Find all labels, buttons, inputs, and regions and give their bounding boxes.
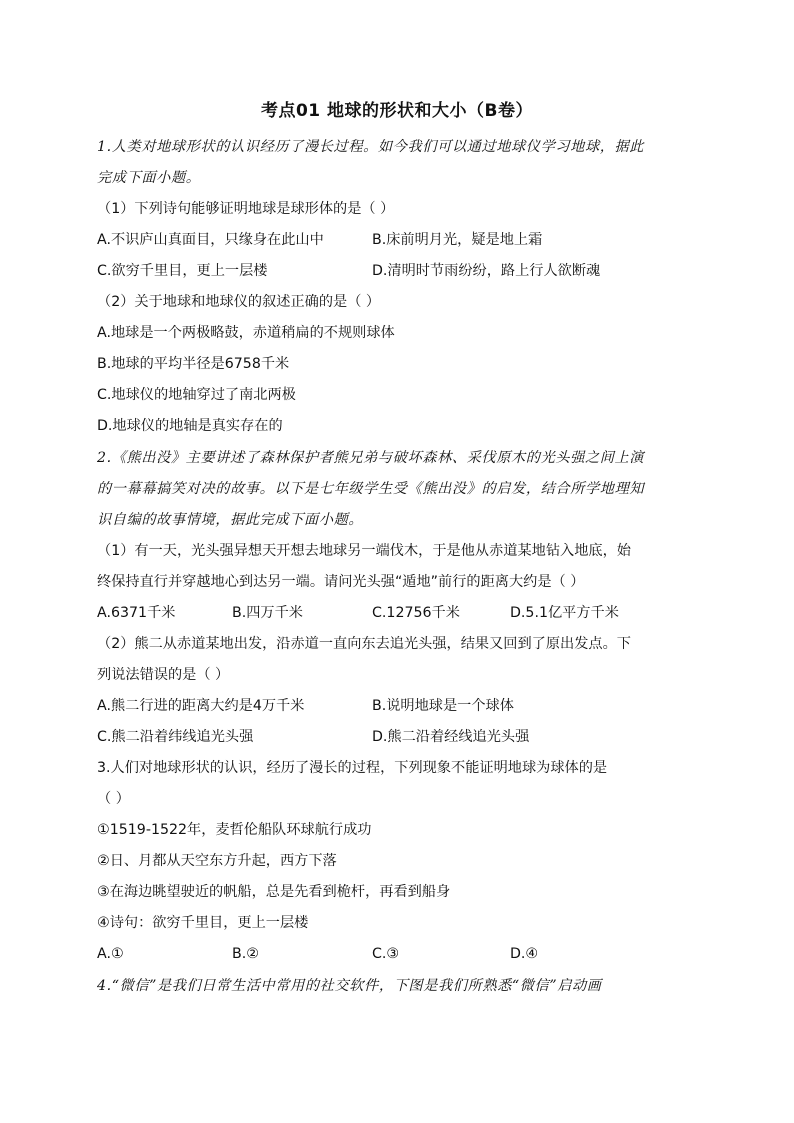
q1-sub1-option-b: B.床前明月光，疑是地上霜 [372, 232, 543, 248]
q1-stem-line-2: 完成下面小题。 [97, 170, 201, 186]
q3-option-b: B.② [232, 946, 259, 962]
q3-stem-line-1: 3.人们对地球形状的认识，经历了漫长的过程，下列现象不能证明地球为球体的是 [97, 760, 608, 776]
q3-item-4: ④诗句：欲穷千里目，更上一层楼 [97, 915, 309, 931]
q1-sub2-option-a: A.地球是一个两极略鼓，赤道稍扁的不规则球体 [97, 325, 395, 341]
q1-sub1-option-c: C.欲穷千里目，更上一层楼 [97, 263, 268, 279]
q2-sub1-option-a: A.6371千米 [97, 605, 176, 621]
q2-stem-line-3: 识自编的故事情境，据此完成下面小题。 [97, 512, 364, 528]
q2-sub2-option-b: B.说明地球是一个球体 [372, 698, 514, 714]
q2-sub2-option-d: D.熊二沿着经线追光头强 [372, 729, 530, 745]
q3-stem-line-2: （ ） [97, 791, 130, 807]
q3-option-c: C.③ [372, 946, 400, 962]
q1-stem-line-1: 1.人类对地球形状的认识经历了漫长过程。如今我们可以通过地球仪学习地球，据此 [97, 139, 645, 155]
q2-sub1-question-line-2: 终保持直行并穿越地心到达另一端。请问光头强“遁地”前行的距离大约是（ ） [97, 574, 585, 590]
q1-sub1-option-a: A.不识庐山真面目，只缘身在此山中 [97, 232, 324, 248]
q3-option-a: A.① [97, 946, 124, 962]
q2-sub1-question-line-1: （1）有一天，光头强异想天开想去地球另一端伐木，于是他从赤道某地钻入地底，始 [97, 543, 631, 559]
q2-sub1-option-c: C.12756千米 [372, 605, 460, 621]
q1-sub2-question: （2）关于地球和地球仪的叙述正确的是（ ） [97, 294, 381, 310]
q1-sub2-option-c: C.地球仪的地轴穿过了南北两极 [97, 387, 296, 403]
q2-stem-line-2: 的一幕幕搞笑对决的故事。以下是七年级学生受《熊出没》的启发，结合所学地理知 [97, 481, 645, 497]
q3-item-2: ②日、月都从天空东方升起，西方下落 [97, 853, 337, 869]
q1-sub2-option-b: B.地球的平均半径是6758千米 [97, 356, 290, 372]
q1-sub1-option-d: D.清明时节雨纷纷，路上行人欲断魂 [372, 263, 601, 279]
q2-sub2-question-line-1: （2）熊二从赤道某地出发，沿赤道一直向东去追光头强，结果又回到了原出发点。下 [97, 636, 631, 652]
q2-sub2-option-c: C.熊二沿着纬线追光头强 [97, 729, 254, 745]
page-title: 考点01 地球的形状和大小（B卷） [260, 101, 534, 121]
q2-sub1-option-d: D.5.1亿平方千米 [510, 605, 619, 621]
q4-stem-line-1: 4.“微信”是我们日常生活中常用的社交软件，下图是我们所熟悉“微信”启动画 [97, 978, 602, 994]
q2-sub2-option-a: A.熊二行进的距离大约是4万千米 [97, 698, 305, 714]
q3-item-1: ①1519-1522年，麦哲伦船队环球航行成功 [97, 822, 372, 838]
q1-sub1-question: （1）下列诗句能够证明地球是球形体的是（ ） [97, 201, 395, 217]
q3-item-3: ③在海边眺望驶近的帆船，总是先看到桅杆，再看到船身 [97, 884, 451, 900]
q1-sub2-option-d: D.地球仪的地轴是真实存在的 [97, 418, 283, 434]
q3-option-d: D.④ [510, 946, 539, 962]
q2-sub2-question-line-2: 列说法错误的是（ ） [97, 667, 230, 683]
q2-stem-line-1: 2.《熊出没》主要讲述了森林保护者熊兄弟与破坏森林、采伐原木的光头强之间上演 [97, 450, 645, 466]
q2-sub1-option-b: B.四万千米 [232, 605, 303, 621]
